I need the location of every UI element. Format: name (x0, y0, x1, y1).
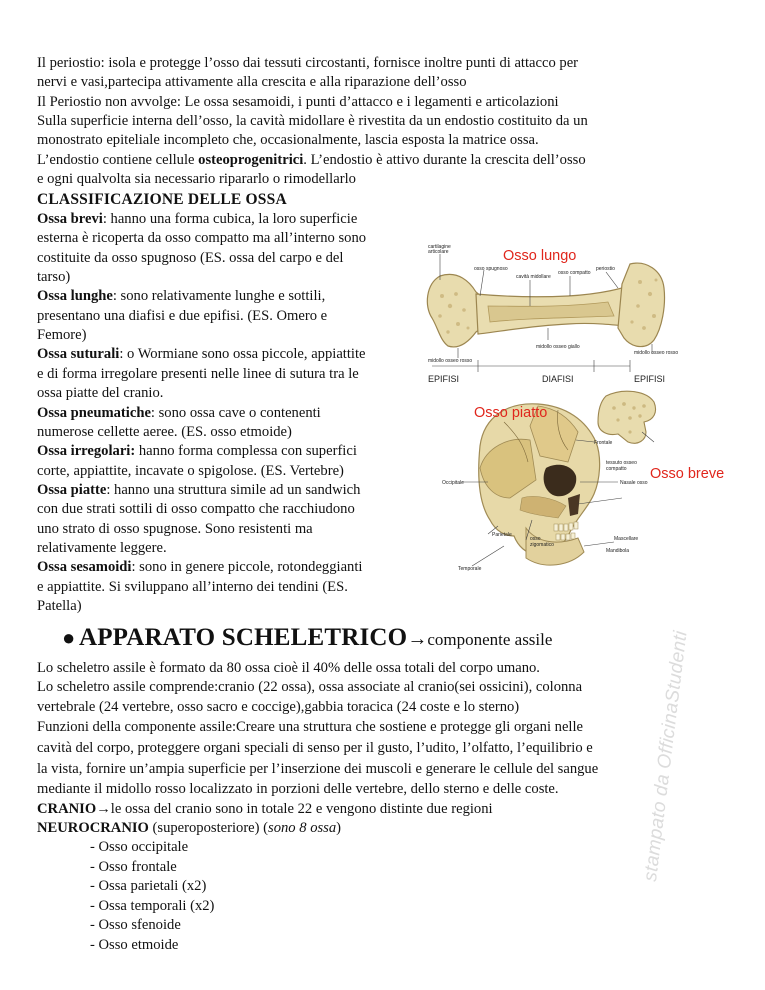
endosteum-line-4: e ogni qualvolta sia necessario ripararlo o rimodellarlo (37, 171, 356, 187)
classification-line (37, 558, 362, 577)
bone-type-description: e di forma irregolare presenti nelle linee di sutura tra le (37, 365, 359, 382)
classification-heading: CLASSIFICAZIONE DELLE OSSA (37, 191, 287, 208)
classification-line (37, 326, 86, 345)
bone-type-description: tarso) (37, 269, 71, 286)
label-epiphysis-right: EPIFISI (634, 374, 666, 384)
bone-list-item: - Osso occipitale (90, 839, 189, 855)
label-nasal: Nasale osso (620, 480, 648, 486)
classification-line (37, 423, 292, 442)
bone-type-description: ossa piatte del cranio. (37, 385, 164, 402)
bone-type-term: Ossa piatte (37, 481, 107, 498)
bone-type-description: : hanno una struttura simile ad un sandwich (106, 481, 361, 498)
assile-line-5: cavità del corpo, proteggere organi speciali di senso per il gusto, l’udito, l’olfatto, l’equilibrio e (37, 740, 593, 756)
bone-types-figure (418, 236, 725, 581)
bone-list-item: - Ossa parietali (x2) (90, 878, 207, 894)
bone-type-description: e appiattite. Si sviluppano all’interno dei tendini (ES. (37, 578, 348, 595)
label-short-compact-2: compatto (606, 466, 627, 472)
bone-list-item: - Ossa temporali (x2) (90, 897, 215, 914)
neurocranio-close: ) (336, 820, 342, 836)
apparato-heading (62, 624, 552, 652)
heading-title: APPARATO SCHELETRICO (78, 624, 408, 651)
bone-list-item: - Osso sfenoide (90, 917, 181, 933)
label-marrow-cavity: cavità midollare (516, 274, 551, 280)
title-flat-bone: Osso piatto (474, 405, 548, 421)
classification-line (37, 384, 163, 403)
neurocranio-count: sono 8 ossa (268, 820, 337, 836)
label-cartilage-1: cartilagine (428, 244, 451, 250)
classification-line (37, 287, 325, 306)
periosteum-line-1: Il periostio: isola e protegge l’osso dai tessuti circostanti, fornisce inoltre punti di attacco per (37, 55, 579, 71)
osteoprogenitor-term: osteoprogenitrici (198, 152, 304, 168)
bone-type-description: hanno forma complessa con superfici (135, 443, 357, 460)
bone-type-description: esterna è ricoperta da osso compatto ma all’interno sono (37, 230, 367, 247)
heading-subtitle: componente assile (427, 630, 553, 649)
label-frontal: Frontale (594, 440, 613, 446)
label-mandible: Mandibola (606, 548, 630, 554)
bone-type-description: uno strato di osso spugnose. Sono resistenti ma (37, 520, 313, 537)
classification-line (37, 210, 357, 229)
label-periosteum: periostio (596, 266, 615, 272)
bone-list-item: - Osso etmoide (90, 936, 179, 953)
bone-type-description: presentano una diafisi e due epifisi. (ES. Omero e (37, 307, 328, 324)
bone-type-description: relativamente leggere. (37, 539, 167, 556)
cranio-text: le ossa del cranio sono in totale 22 e vengono distinte due regioni (110, 801, 493, 817)
classification-line (37, 462, 344, 481)
label-yellow-marrow: midollo osseo giallo (536, 344, 580, 350)
label-red-marrow-right: midollo osseo rosso (634, 350, 679, 356)
periosteum-line-2: nervi e vasi,partecipa attivamente alla crescita e alla riparazione dell’osso (37, 74, 467, 90)
bone-type-description: : sono in genere piccole, rotondeggianti (131, 559, 363, 576)
label-epiphysis-left: EPIFISI (428, 374, 460, 384)
endosteum-cells-line (37, 151, 586, 170)
endosteum-text-pre: L’endostio contiene cellule (37, 152, 199, 168)
bone-list-item: - Osso frontale (90, 858, 177, 875)
label-cartilage-2: articolare (428, 249, 449, 255)
bone-type-term: Ossa irregolari: (37, 443, 136, 460)
assile-line-7: mediante il midollo rosso localizzato in porzioni delle vertebre, dello sterno e delle coste. (37, 781, 559, 797)
bone-type-term: Ossa suturali (37, 346, 120, 363)
label-zygomatic-1: osso (530, 536, 541, 542)
label-short-compact-1: tessuto osseo (606, 460, 637, 466)
bone-type-description: Patella) (37, 598, 82, 614)
classification-line (37, 307, 327, 326)
bone-type-term: Ossa sesamoidi (37, 559, 132, 576)
classification-line (37, 481, 360, 500)
label-temporal: Temporale (458, 566, 482, 572)
classification-line (37, 520, 313, 539)
bone-type-description: corte, appiattite, incavate o spigolose. (ES. Vertebre) (37, 462, 344, 479)
short-bone-illustration (598, 391, 656, 443)
label-compact-bone: osso compatto (558, 270, 591, 276)
label-spongy-bone: osso spugnoso (474, 266, 508, 272)
bone-type-term: Ossa brevi (37, 211, 103, 227)
classification-line (37, 539, 167, 558)
cranio-line (37, 800, 493, 819)
watermark: stampato da OfficinaStudenti (640, 629, 692, 883)
endosteum-text-post: . L’endostio è attivo durante la crescita dell’osso (303, 152, 586, 168)
title-long-bone: Osso lungo (503, 248, 577, 264)
classification-line (37, 404, 321, 423)
label-diaphysis: DIAFISI (542, 374, 574, 384)
label-occipital: Occipitale (442, 480, 464, 486)
classification-line (37, 365, 359, 384)
bone-type-description: : o Wormiane sono ossa piccole, appiattite (119, 346, 366, 363)
periosteum-note: Il Periostio non avvolge: Le ossa sesamoidi, i punti d’attacco e i legamenti e articolazioni (37, 94, 559, 110)
classification-line (37, 442, 357, 461)
neurocranio-line (37, 819, 341, 838)
endosteum-line-2: monostrato epiteliale incompleto che, occasionalmente, lascia esposta la matrice ossa. (37, 132, 539, 148)
classification-line (37, 249, 343, 268)
label-zygomatic-2: zigomatico (530, 542, 554, 548)
bone-type-description: : sono relativamente lunghe e sottili, (112, 288, 326, 305)
bone-type-description: : sono ossa cave o contenenti (150, 404, 321, 421)
long-bone-illustration (427, 254, 664, 358)
label-parietal: Parietale (492, 532, 512, 538)
classification-line (37, 597, 82, 616)
classification-line (37, 345, 366, 364)
neurocranio-text: (superoposteriore) ( (148, 820, 269, 836)
label-red-marrow: midollo osseo rosso (428, 358, 473, 364)
assile-line-2: Lo scheletro assile comprende:cranio (22 ossa), ossa associate al cranio(sei ossicini), colonna (37, 679, 583, 695)
classification-line (37, 229, 366, 248)
assile-line-4: Funzioni della componente assile:Creare una struttura che sostiene e protegge gli organi nelle (37, 719, 584, 735)
classification-line (37, 500, 355, 519)
assile-line-3: vertebrale (24 vertebre, osso sacro e coccige),gabbia toracica (24 coste e lo sterno) (37, 699, 520, 715)
bone-type-term: Ossa lunghe (37, 288, 113, 305)
bone-type-description: numerose cellette aeree. (ES. osso etmoide) (37, 423, 292, 440)
bone-type-description: Femore) (37, 327, 87, 344)
title-short-bone: Osso breve (650, 466, 725, 482)
assile-line-6: la vista, fornire un’ampia superficie per l’inserzione dei muscoli e generare le cellule del sangue (37, 761, 599, 777)
classification-line (37, 578, 348, 597)
endosteum-line-1: Sulla superficie interna dell’osso, la cavità midollare è rivestita da un endostio costituito da un (37, 113, 588, 129)
bone-type-term: Ossa pneumatiche (37, 404, 151, 421)
cranio-arrow: → (96, 801, 111, 817)
bone-type-description: costituite da osso spugnoso (ES. ossa del carpo e del (37, 249, 344, 266)
classification-line (37, 268, 70, 287)
bone-type-description: con due strati sottili di osso compatto che racchiudono (37, 501, 355, 518)
neurocranio-term: NEUROCRANIO (37, 820, 149, 836)
assile-line-1: Lo scheletro assile è formato da 80 ossa cioè il 40% delle ossa totali del corpo umano. (37, 660, 540, 676)
heading-bullet: ● (62, 625, 76, 650)
heading-arrow: → (407, 628, 428, 650)
bone-type-description: : hanno una forma cubica, la loro superficie (102, 211, 358, 227)
cranio-term: CRANIO (37, 801, 97, 817)
label-maxilla: Mascellare (614, 536, 639, 542)
